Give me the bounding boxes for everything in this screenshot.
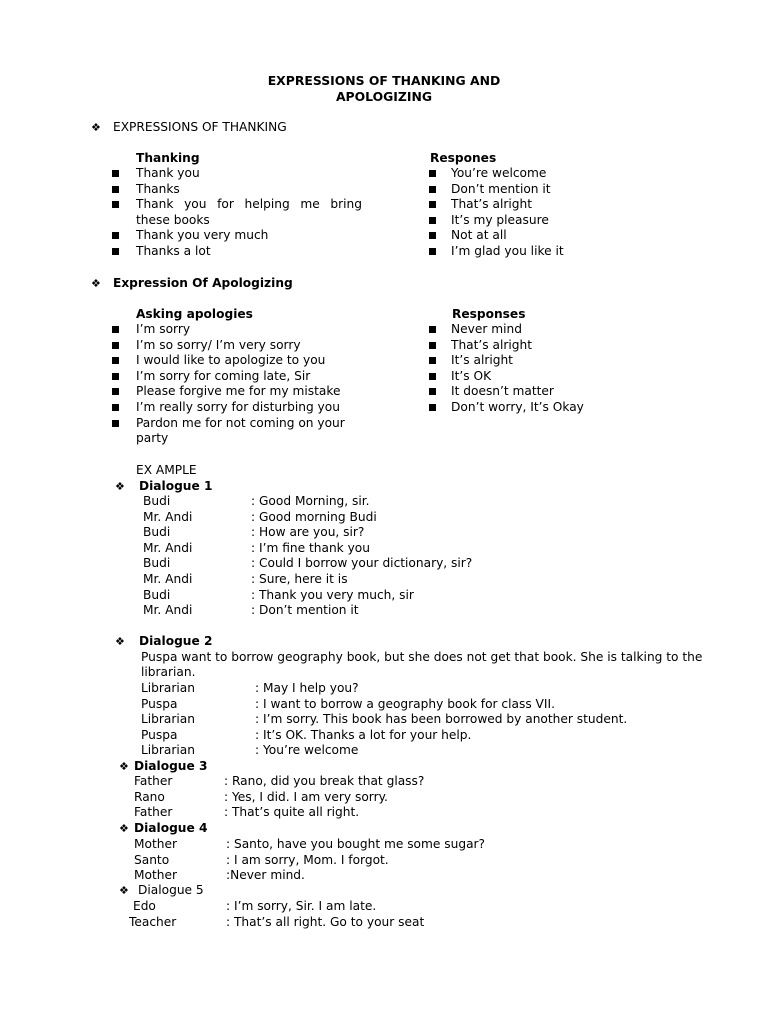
square-bullet-icon xyxy=(429,248,436,255)
dialogue-line: Mother : Santo, have you bought me some sugar? xyxy=(134,837,486,851)
diamond-bullet-icon: ❖ xyxy=(91,121,101,134)
list-item: I’m really sorry for disturbing you xyxy=(112,400,402,416)
dialogue-2-intro: Puspa want to borrow geography book, but she does not get that book. She is talking to the xyxy=(141,650,703,664)
thanking-column-header: Thanking xyxy=(136,151,200,165)
apologies-list xyxy=(112,322,402,447)
dialogue-4 xyxy=(134,837,634,884)
list-item: I’m so sorry/ I’m very sorry xyxy=(112,338,402,354)
square-bullet-icon xyxy=(112,342,119,349)
list-item: Don’t worry, It’s Okay xyxy=(429,400,709,416)
list-item: That’s alright xyxy=(429,197,709,213)
square-bullet-icon xyxy=(112,248,119,255)
list-item: You’re welcome xyxy=(429,166,709,182)
square-bullet-icon xyxy=(112,373,119,380)
dialogue-line: Puspa : I want to borrow a geography book for class VII. xyxy=(141,696,555,711)
dialogue-2-intro-continuation: librarian. xyxy=(141,665,196,679)
list-item: That’s alright xyxy=(429,338,709,354)
square-bullet-icon xyxy=(429,217,436,224)
square-bullet-icon xyxy=(429,232,436,239)
list-item-continuation: party xyxy=(136,431,169,446)
dialogue-1-title: Dialogue 1 xyxy=(139,479,213,493)
dialogue-5-title: Dialogue 5 xyxy=(138,883,204,897)
list-item: I would like to apologize to you xyxy=(112,353,402,369)
dialogue-line: Teacher : That’s all right. Go to your seat xyxy=(129,914,425,929)
square-bullet-icon xyxy=(112,357,119,364)
dialogue-line: Puspa : It’s OK. Thanks a lot for your help. xyxy=(141,727,472,742)
thanking-responses-header: Respones xyxy=(430,151,497,165)
square-bullet-icon xyxy=(112,388,119,395)
diamond-bullet-icon: ❖ xyxy=(119,822,129,835)
diamond-bullet-icon: ❖ xyxy=(119,760,129,773)
list-item: It’s my pleasure xyxy=(429,213,709,229)
square-bullet-icon xyxy=(429,357,436,364)
dialogue-line: Budi : Good Morning, sir. xyxy=(143,494,370,508)
square-bullet-icon xyxy=(429,388,436,395)
square-bullet-icon xyxy=(429,404,436,411)
dialogue-line: Father : That’s quite all right. xyxy=(134,805,360,820)
dialogue-3 xyxy=(134,774,634,821)
list-item: Please forgive me for my mistake xyxy=(112,384,402,400)
dialogue-line: Father : Rano, did you break that glass? xyxy=(134,774,425,788)
diamond-bullet-icon: ❖ xyxy=(119,884,129,897)
document-title-line-1: EXPRESSIONS OF THANKING AND xyxy=(267,73,501,88)
thanking-responses-list xyxy=(429,166,709,260)
list-item: Thanks xyxy=(112,182,392,198)
list-item: Not at all xyxy=(429,228,709,244)
dialogue-line: Mr. Andi : I’m fine thank you xyxy=(143,540,370,555)
square-bullet-icon xyxy=(112,201,119,208)
dialogue-line: Mr. Andi : Don’t mention it xyxy=(143,603,359,618)
dialogue-2-title: Dialogue 2 xyxy=(139,634,213,648)
square-bullet-icon xyxy=(429,342,436,349)
apologies-column-header: Asking apologies xyxy=(136,307,253,321)
list-item: Don’t mention it xyxy=(429,182,709,198)
list-item: I’m sorry for coming late, Sir xyxy=(112,369,402,385)
dialogue-line: Budi : Could I borrow your dictionary, sir? xyxy=(143,556,473,571)
dialogue-line: Budi : How are you, sir? xyxy=(143,525,365,540)
square-bullet-icon xyxy=(429,170,436,177)
apology-responses-header: Responses xyxy=(452,307,526,321)
square-bullet-icon xyxy=(429,326,436,333)
dialogue-5 xyxy=(131,899,631,930)
dialogue-line: Santo : I am sorry, Mom. I forgot. xyxy=(134,852,389,867)
dialogue-4-title: Dialogue 4 xyxy=(134,821,208,835)
square-bullet-icon xyxy=(429,373,436,380)
apology-responses-list xyxy=(429,322,709,416)
list-item: Thank you for helping me bring xyxy=(112,197,392,213)
dialogue-line: Librarian : You’re welcome xyxy=(141,743,359,758)
dialogue-line: Budi : Thank you very much, sir xyxy=(143,587,414,602)
list-item: Thank you very much xyxy=(112,228,392,244)
square-bullet-icon xyxy=(112,186,119,193)
dialogue-line: Mr. Andi : Good morning Budi xyxy=(143,509,377,524)
dialogue-1 xyxy=(143,494,643,619)
example-label: EX AMPLE xyxy=(136,463,197,477)
square-bullet-icon xyxy=(429,201,436,208)
dialogue-2 xyxy=(141,681,701,759)
list-item: Thanks a lot xyxy=(112,244,392,260)
diamond-bullet-icon: ❖ xyxy=(91,277,101,290)
square-bullet-icon xyxy=(112,232,119,239)
thanking-list xyxy=(112,166,392,260)
list-item: Pardon me for not coming on your xyxy=(112,416,402,432)
dialogue-line: Mother :Never mind. xyxy=(134,868,305,883)
dialogue-line: Librarian : May I help you? xyxy=(141,681,359,695)
section-heading-apologizing: Expression Of Apologizing xyxy=(113,276,293,290)
list-item: I’m sorry xyxy=(112,322,402,338)
list-item: Thank you xyxy=(112,166,392,182)
square-bullet-icon xyxy=(112,326,119,333)
list-item-continuation: these books xyxy=(136,212,210,227)
list-item: It’s OK xyxy=(429,369,709,385)
dialogue-line: Librarian : I’m sorry. This book has been borrowed by another student. xyxy=(141,712,628,727)
list-item: It doesn’t matter xyxy=(429,384,709,400)
square-bullet-icon xyxy=(112,170,119,177)
dialogue-line: Rano : Yes, I did. I am very sorry. xyxy=(134,789,388,804)
dialogue-line: Edo : I’m sorry, Sir. I am late. xyxy=(133,899,377,913)
diamond-bullet-icon: ❖ xyxy=(115,480,125,493)
list-item: It’s alright xyxy=(429,353,709,369)
list-item: I’m glad you like it xyxy=(429,244,709,260)
section-heading-thanking: EXPRESSIONS OF THANKING xyxy=(113,120,287,134)
list-item: Never mind xyxy=(429,322,709,338)
square-bullet-icon xyxy=(112,404,119,411)
document-title-line-2: APOLOGIZING xyxy=(335,89,433,104)
dialogue-3-title: Dialogue 3 xyxy=(134,759,208,773)
diamond-bullet-icon: ❖ xyxy=(115,635,125,648)
dialogue-line: Mr. Andi : Sure, here it is xyxy=(143,571,348,586)
square-bullet-icon xyxy=(429,186,436,193)
square-bullet-icon xyxy=(112,420,119,427)
